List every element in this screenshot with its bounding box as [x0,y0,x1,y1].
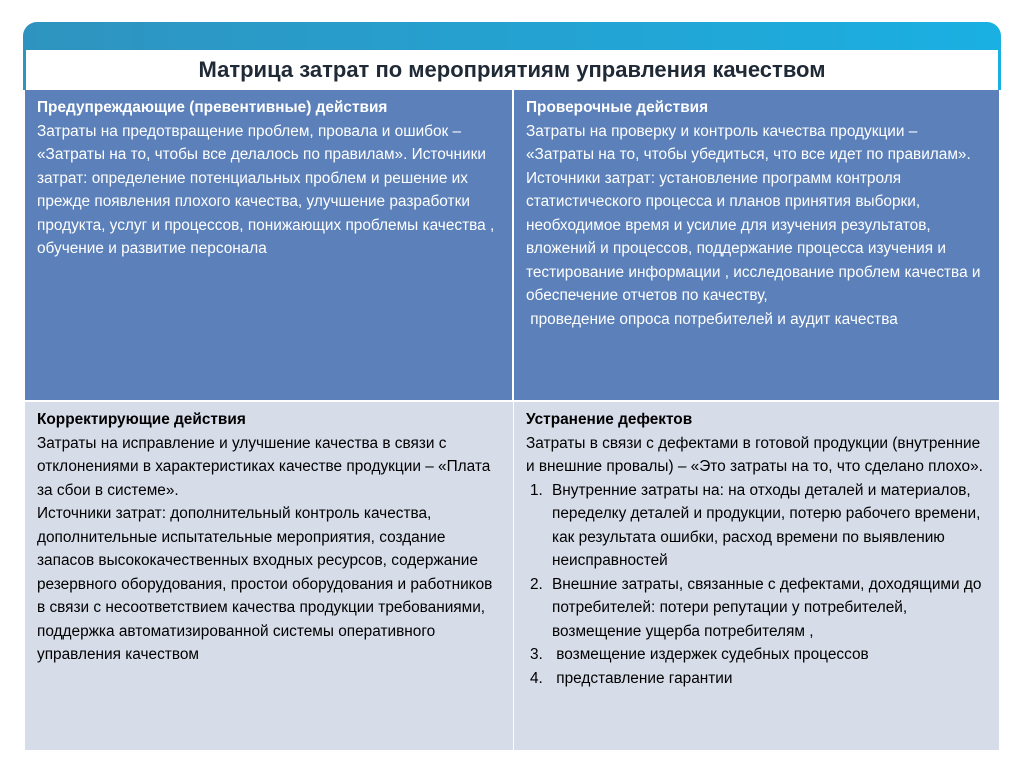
list-item-text: Внутренние затраты на: на отходы деталей и материалов, переделку деталей и продукции, потерю рабочего времени, как результата ошибки, расход времени по выявлению неисправностей [552,481,981,569]
list-item [526,643,989,667]
title-bar [23,22,1001,90]
cell-defects-body: Затраты в связи с дефектами в готовой продукции (внутренние и внешние провалы) – «Это затраты на то, что сделано плохо». [526,434,983,475]
cell-corrective-body-1: Затраты на исправление и улучшение качества в связи с отклонениями в характеристиках качестве продукции – «Плата за сбои в системе». [37,434,491,499]
list-item-number: 1. [530,481,543,499]
list-item-text: возмещение издержек судебных процессов [552,646,869,663]
list-item [526,573,989,644]
cost-matrix-table [25,90,999,750]
cell-corrective [25,402,513,750]
list-item [526,667,989,691]
list-item-text: Внешние затраты, связанные с дефектами, доходящими до потребителей: потери репутации у потребителей, возмещение ущерба потребителям , [552,575,982,640]
list-item-number: 3. [530,646,543,663]
cell-corrective-body-2: Источники затрат: дополнительный контроль качества, дополнительные испытательные мероприятия, создание запасов высококачественных входных ресурсов, содержание резервного оборудования, простои оборудования и работников в связи с несоответствием качества продукции требованиями, поддержка автоматизированной системы оперативного управления качеством [37,505,493,663]
cell-preventive-body: Затраты на предотвращение проблем, провала и ошибок – «Затраты на то, чтобы все делалось по правилам». Источники затрат: определение потенциальных проблем и решение их прежде появления плохого качества, улучшение разработки продукта, услуг и процессов, понижающих проблемы качества , обучение и развитие персонала [37,122,495,257]
cell-verification-body-3: проведение опроса потребителей и аудит качества [526,310,898,328]
cell-verification-body-1: Затраты на проверку и контроль качества продукции – «Затраты на то, чтобы убедиться, что все идет по правилам». [526,122,971,163]
list-item-number: 4. [530,669,543,687]
defects-list [526,479,989,691]
list-item-number: 2. [530,575,543,593]
slide-title: Матрица затрат по мероприятиям управления качеством [26,50,998,90]
cell-preventive [25,90,513,400]
cell-verification [514,90,999,400]
cell-defects [514,402,999,750]
cell-defects-heading: Устранение дефектов [526,411,693,428]
list-item-text: представление гарантии [552,669,733,687]
cell-preventive-heading: Предупреждающие (превентивные) действия [37,99,388,116]
cell-corrective-heading: Корректирующие действия [37,411,246,428]
list-item [526,479,989,573]
cell-verification-heading: Проверочные действия [526,99,709,116]
cell-verification-body-2: Источники затрат: установление программ контроля статистического процесса и планов принятия выборки, необходимое время и усилие для изучения результатов, вложений и процессов, поддержание процесса изучения и тестирование информации , исследование проблем качества и обеспечение отчетов по качеству, [526,169,981,304]
